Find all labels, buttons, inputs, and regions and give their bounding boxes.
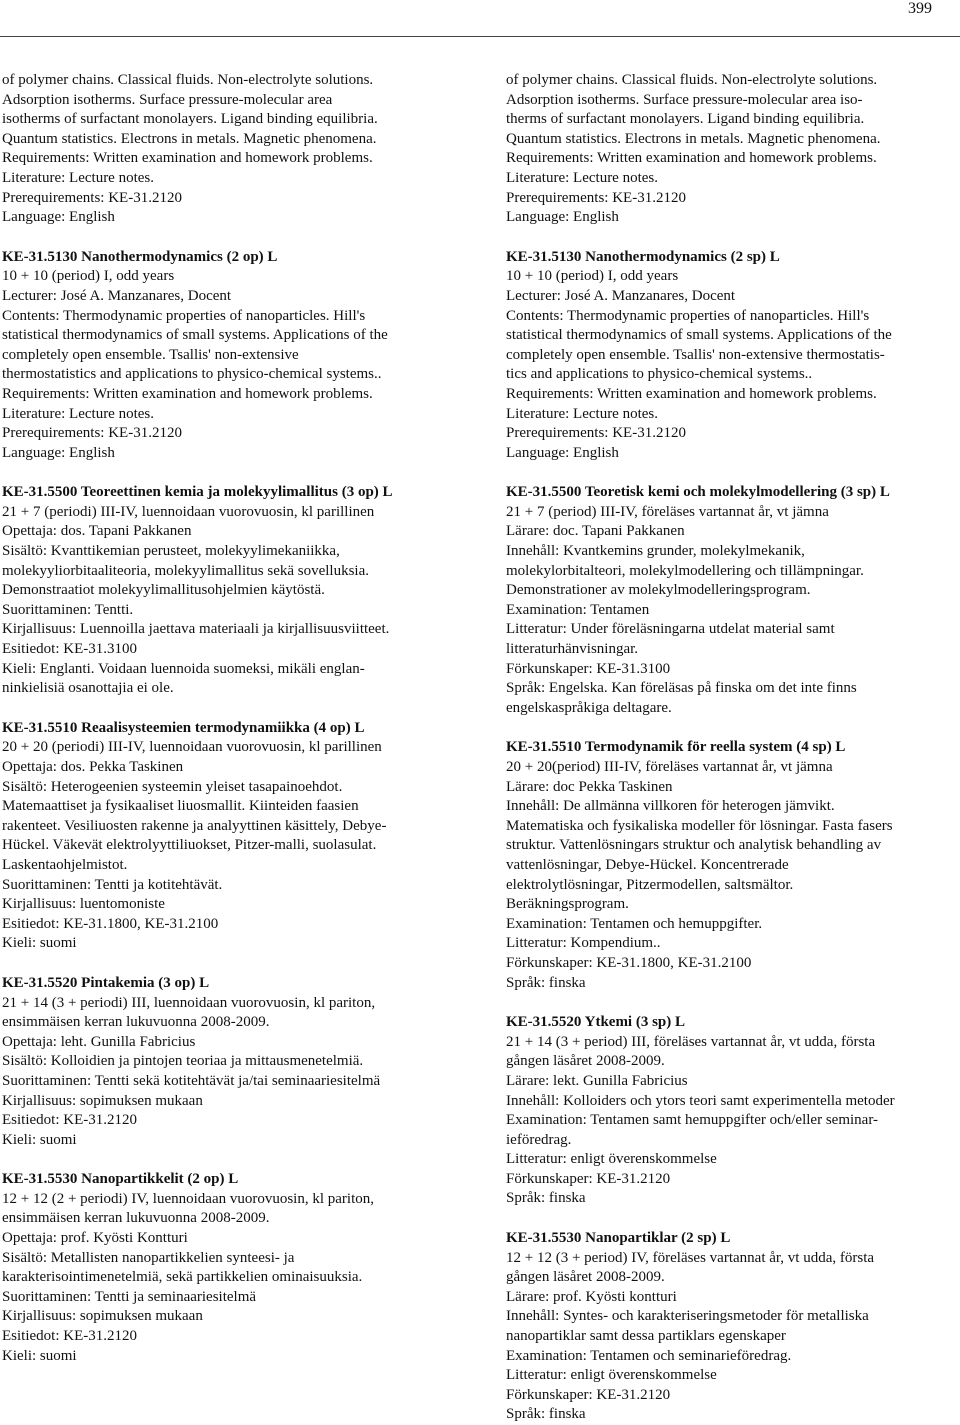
course-spacer <box>506 228 959 248</box>
intro-line: Adsorption isotherms. Surface pressure-molecular area <box>2 91 333 108</box>
course-line: Litteratur: enligt överenskommelse <box>506 1151 717 1168</box>
course-line: Sisältö: Metallisten nanopartikkelien synteesi- ja <box>2 1249 295 1266</box>
left-column-finnish <box>2 71 455 1366</box>
intro-line: isotherms of surfactant monolayers. Ligand binding equilibria. <box>2 111 378 128</box>
course-line: thermostatistics and applications to physico-chemical systems.. <box>2 366 382 383</box>
course-title: KE-31.5130 Nanothermodynamics (2 op) L <box>2 248 278 265</box>
course-title: KE-31.5530 Nanopartiklar (2 sp) L <box>506 1230 731 1247</box>
course-spacer <box>2 699 455 719</box>
course-line: Opettaja: dos. Tapani Pakkanen <box>2 523 192 540</box>
course-line: Litteratur: Under föreläsningarna utdelat material samt <box>506 621 835 638</box>
course-line: completely open ensemble. Tsallis' non-extensive thermostatis- <box>506 346 885 363</box>
course-line: Prerequirements: KE-31.2120 <box>2 425 182 442</box>
course-spacer <box>2 1150 455 1170</box>
course-line: Innehåll: De allmänna villkoren för heterogen jämvikt. <box>506 798 835 815</box>
course-line: 10 + 10 (period) I, odd years <box>506 268 679 285</box>
intro-line: of polymer chains. Classical fluids. Non-electrolyte solutions. <box>2 72 374 88</box>
course-line: Kieli: Englanti. Voidaan luennoida suomeksi, mikäli englan- <box>2 660 365 677</box>
course-title: KE-31.5530 Nanopartikkelit (2 op) L <box>2 1171 239 1188</box>
course-line: Kieli: suomi <box>2 1347 77 1364</box>
course-line: ninkielisiä osanottajia ei ole. <box>2 680 174 697</box>
course-line: Matematiska och fysikaliska modeller för lösningar. Fasta fasers <box>506 817 893 834</box>
course-line: Lecturer: José A. Manzanares, Docent <box>2 287 232 304</box>
course-line: Sisältö: Kolloidien ja pintojen teoriaa ja mittausmenetelmiä. <box>2 1053 364 1070</box>
course-spacer <box>2 463 455 483</box>
course-line: Suorittaminen: Tentti ja kotitehtävät. <box>2 876 223 893</box>
course-line: Innehåll: Kolloiders och ytors teori samt experimentella metoder <box>506 1092 895 1109</box>
right-column-swedish <box>506 71 959 1425</box>
course-line: 10 + 10 (period) I, odd years <box>2 268 175 285</box>
course-line: Litteratur: Kompendium.. <box>506 935 661 952</box>
course-line: Språk: finska <box>506 974 586 991</box>
course-title: KE-31.5510 Reaalisysteemien termodynamiikka (4 op) L <box>2 719 365 736</box>
course-line: Suorittaminen: Tentti sekä kotitehtävät ja/tai seminaariesitelmä <box>2 1072 381 1089</box>
course-block <box>506 248 959 464</box>
course-line: Language: English <box>2 444 115 461</box>
course-line: Examination: Tentamen och hemuppgifter. <box>506 915 763 932</box>
course-line: Opettaja: dos. Pekka Taskinen <box>2 759 184 775</box>
course-line: Kirjallisuus: sopimuksen mukaan <box>2 1308 203 1325</box>
course-line: vattenlösningar, Debye-Hückel. Koncentrerade <box>506 856 789 873</box>
course-line: 12 + 12 (3 + period) IV, föreläses vartannat år, vt udda, första <box>506 1249 875 1266</box>
course-line: statistical thermodynamics of small systems. Applications of the <box>2 327 388 344</box>
course-line: tics and applications to physico-chemical systems.. <box>506 366 813 383</box>
course-line: Förkunskaper: KE-31.2120 <box>506 1170 671 1187</box>
course-line: Esitiedot: KE-31.2120 <box>2 1112 137 1129</box>
page-number: 399 <box>908 0 932 17</box>
intro-line: of polymer chains. Classical fluids. Non-electrolyte solutions. <box>506 72 878 88</box>
course-block <box>2 1170 455 1366</box>
course-line: Requirements: Written examination and homework problems. <box>2 385 373 402</box>
course-line: Kirjallisuus: Luennoilla jaettava materiaali ja kirjallisuusviitteet. <box>2 621 390 638</box>
course-line: karakterisointimenetelmiä, sekä partikkelien ominaisuuksia. <box>2 1269 363 1286</box>
intro-line: Prerequirements: KE-31.2120 <box>2 189 182 206</box>
course-block <box>2 483 455 699</box>
course-line: Esitiedot: KE-31.3100 <box>2 641 137 658</box>
course-line: struktur. Vattenlösningars struktur och analytisk behandling av <box>506 837 882 854</box>
course-line: Lärare: doc. Tapani Pakkanen <box>506 523 685 540</box>
course-line: Sisältö: Heterogeenien systeemin yleiset tasapainoehdot. <box>2 778 343 795</box>
course-line: gången läsåret 2008-2009. <box>506 1053 665 1070</box>
intro-line: Requirements: Written examination and homework problems. <box>2 150 373 167</box>
course-title: KE-31.5520 Pintakemia (3 op) L <box>2 974 210 991</box>
course-block <box>506 1013 959 1209</box>
course-line: Lärare: lekt. Gunilla Fabricius <box>506 1072 688 1089</box>
course-line: Förkunskaper: KE-31.3100 <box>506 660 671 677</box>
course-line: Språk: finska <box>506 1406 586 1423</box>
course-line: Hückel. Väkevät elektrolyyttiliuokset, Pitzer-malli, suolasulat. <box>2 837 377 854</box>
course-line: Literature: Lecture notes. <box>506 405 659 422</box>
course-line: Contents: Thermodynamic properties of nanoparticles. Hill's <box>2 307 366 324</box>
intro-line: Quantum statistics. Electrons in metals. Magnetic phenomena. <box>2 130 377 147</box>
course-line: Opettaja: prof. Kyösti Kontturi <box>2 1230 188 1247</box>
intro-line: Adsorption isotherms. Surface pressure-molecular area iso- <box>506 91 863 108</box>
course-line: Demonstrationer av molekylmodelleringsprogram. <box>506 582 811 599</box>
course-line: Esitiedot: KE-31.2120 <box>2 1328 137 1345</box>
course-line: Suorittaminen: Tentti. <box>2 601 134 618</box>
intro-line: Literature: Lecture notes. <box>2 169 155 186</box>
course-line: Beräkningsprogram. <box>506 896 629 913</box>
course-block <box>506 1229 959 1425</box>
course-line: litteraturhänvisningar. <box>506 641 639 658</box>
course-block <box>2 719 455 954</box>
course-line: Kirjallisuus: sopimuksen mukaan <box>2 1092 203 1109</box>
course-line: Förkunskaper: KE-31.1800, KE-31.2100 <box>506 954 752 971</box>
course-line: Esitiedot: KE-31.1800, KE-31.2100 <box>2 915 219 932</box>
course-spacer <box>506 1209 959 1229</box>
course-line: Lärare: prof. Kyösti kontturi <box>506 1288 677 1305</box>
course-title: KE-31.5500 Teoretisk kemi och molekylmodellering (3 sp) L <box>506 484 890 501</box>
course-line: 21 + 7 (periodi) III-IV, luennoidaan vuorovuosin, kl parillinen <box>2 503 375 520</box>
course-title: KE-31.5510 Termodynamik för reella system (4 sp) L <box>506 739 846 756</box>
course-line: 21 + 7 (period) III-IV, föreläses vartannat år, vt jämna <box>506 503 829 520</box>
course-line: Sisältö: Kvanttikemian perusteet, molekyylimekaniikka, <box>2 543 340 560</box>
course-line: engelskaspråkiga deltagare. <box>506 699 672 716</box>
course-line: Innehåll: Syntes- och karakteriseringsmetoder för metalliska <box>506 1308 869 1325</box>
course-line: Language: English <box>506 444 619 461</box>
course-line: Förkunskaper: KE-31.2120 <box>506 1386 671 1403</box>
intro-line: Language: English <box>506 209 619 226</box>
course-block <box>2 248 455 464</box>
course-line: molekyyliorbitaaliteoria, molekyylimallitus sekä sovelluksia. <box>2 562 370 579</box>
intro-line: Prerequirements: KE-31.2120 <box>506 189 686 206</box>
intro-line: therms of surfactant monolayers. Ligand binding equilibria. <box>506 111 865 128</box>
course-block <box>506 483 959 718</box>
course-title: KE-31.5520 Ytkemi (3 sp) L <box>506 1014 686 1031</box>
course-line: nanopartiklar samt dessa partiklars egenskaper <box>506 1328 786 1345</box>
course-spacer <box>2 954 455 974</box>
course-line: Kieli: suomi <box>2 1131 77 1148</box>
intro-line: Language: English <box>2 209 115 226</box>
intro-line: Requirements: Written examination and homework problems. <box>506 150 877 167</box>
course-line: Laskentaohjelmistot. <box>2 856 128 873</box>
course-line: Demonstraatiot molekyylimallitusohjelmien käytöstä. <box>2 582 325 599</box>
course-line: Examination: Tentamen samt hemuppgifter och/eller seminar- <box>506 1112 879 1129</box>
course-line: ieföredrag. <box>506 1131 572 1148</box>
course-block <box>506 738 959 993</box>
course-line: 12 + 12 (2 + periodi) IV, luennoidaan vuorovuosin, kl pariton, <box>2 1190 375 1207</box>
course-line: Kieli: suomi <box>2 935 77 952</box>
course-line: 20 + 20(period) III-IV, föreläses vartannat år, vt jämna <box>506 759 833 775</box>
course-line: Innehåll: Kvantkemins grunder, molekylmekanik, <box>506 543 805 560</box>
course-line: Contents: Thermodynamic properties of nanoparticles. Hill's <box>506 307 870 324</box>
course-line: Språk: Engelska. Kan föreläsas på finska om det inte finns <box>506 680 857 697</box>
course-line: elektrolytlösningar, Pitzermodellen, saltsmältor. <box>506 876 794 893</box>
course-line: Matemaattiset ja fysikaaliset liuosmallit. Kiinteiden faasien <box>2 798 359 815</box>
course-line: Språk: finska <box>506 1190 586 1207</box>
course-block <box>2 974 455 1150</box>
course-spacer <box>506 718 959 738</box>
course-line: Lärare: doc Pekka Taskinen <box>506 778 673 795</box>
course-spacer <box>506 463 959 483</box>
course-line: ensimmäisen kerran lukuvuonna 2008-2009. <box>2 1014 270 1031</box>
course-title: KE-31.5130 Nanothermodynamics (2 sp) L <box>506 248 780 265</box>
header-rule <box>0 36 960 37</box>
course-line: molekylorbitalteori, molekylmodellering och tillämpningar. <box>506 562 864 579</box>
course-line: 21 + 14 (3 + periodi) III, luennoidaan vuorovuosin, kl pariton, <box>2 994 376 1011</box>
course-title: KE-31.5500 Teoreettinen kemia ja molekyylimallitus (3 op) L <box>2 484 393 501</box>
course-line: Kirjallisuus: luentomoniste <box>2 896 165 913</box>
course-line: Litteratur: enligt överenskommelse <box>506 1367 717 1384</box>
course-line: rakenteet. Vesiliuosten rakenne ja analyyttinen käsittely, Debye- <box>2 817 387 834</box>
intro-line: Literature: Lecture notes. <box>506 169 659 186</box>
course-line: Suorittaminen: Tentti ja seminaariesitelmä <box>2 1288 257 1305</box>
course-spacer <box>2 228 455 248</box>
course-line: ensimmäisen kerran lukuvuonna 2008-2009. <box>2 1210 270 1227</box>
course-line: gången läsåret 2008-2009. <box>506 1269 665 1286</box>
course-line: Literature: Lecture notes. <box>2 405 155 422</box>
course-line: Examination: Tentamen <box>506 601 650 618</box>
course-spacer <box>506 993 959 1013</box>
course-line: Prerequirements: KE-31.2120 <box>506 425 686 442</box>
course-line: 21 + 14 (3 + period) III, föreläses vartannat år, vt udda, första <box>506 1033 876 1050</box>
course-line: Examination: Tentamen och seminarieföredrag. <box>506 1347 792 1364</box>
course-line: 20 + 20 (periodi) III-IV, luennoidaan vuorovuosin, kl parillinen <box>2 739 382 756</box>
course-line: completely open ensemble. Tsallis' non-extensive <box>2 346 299 363</box>
course-line: Requirements: Written examination and homework problems. <box>506 385 877 402</box>
intro-line: Quantum statistics. Electrons in metals. Magnetic phenomena. <box>506 130 881 147</box>
course-line: statistical thermodynamics of small systems. Applications of the <box>506 327 892 344</box>
course-line: Opettaja: leht. Gunilla Fabricius <box>2 1033 196 1050</box>
course-line: Lecturer: José A. Manzanares, Docent <box>506 287 736 304</box>
